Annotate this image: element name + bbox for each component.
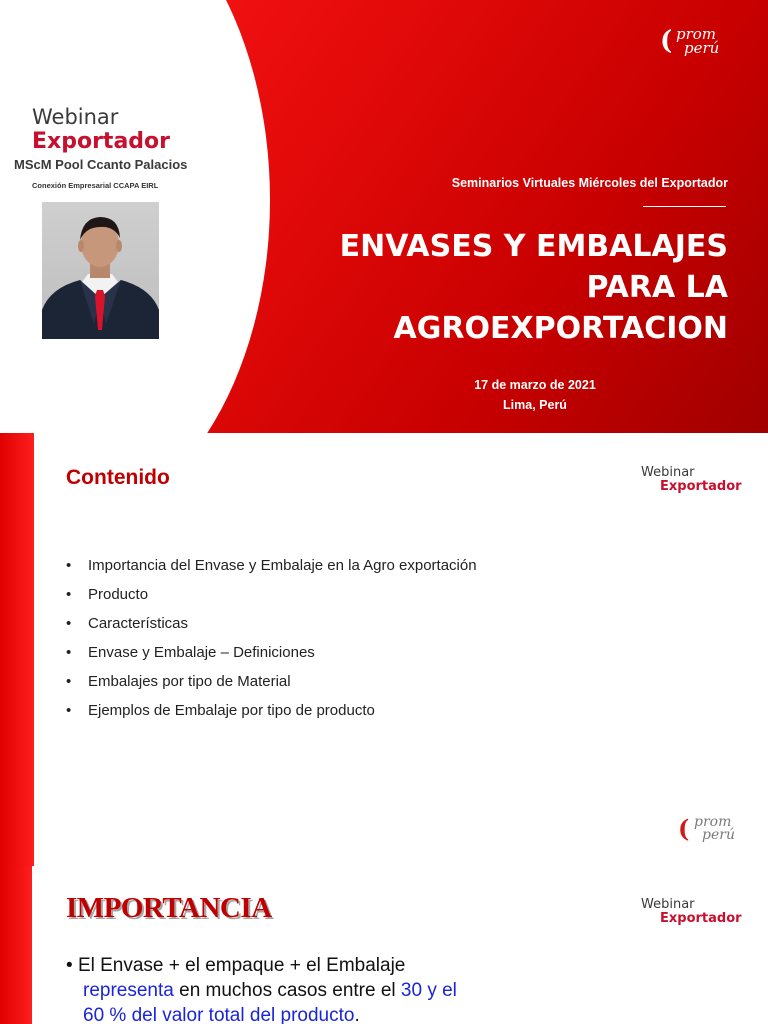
title-line: PARA LA: [586, 270, 728, 305]
bullet: •: [66, 702, 72, 719]
slide-heading: Contenido: [66, 466, 170, 489]
red-side-strip: [0, 866, 32, 1024]
promperu-mark-icon: (: [678, 814, 690, 843]
series-name: Seminarios Virtuales Miércoles del Exportador: [451, 176, 728, 190]
body-line: [66, 978, 536, 1003]
bullet: •: [66, 673, 72, 690]
list-item-text: Producto: [88, 586, 149, 603]
body-text: en muchos casos entre el: [173, 980, 401, 1001]
webinar-exportador-logo: [641, 898, 742, 925]
body-line: [66, 953, 536, 978]
list-item: [66, 673, 477, 702]
body-text: .: [354, 1005, 360, 1024]
list-item: [66, 702, 477, 731]
bullet: •: [66, 615, 72, 632]
list-item-text: Embalajes por tipo de Material: [88, 673, 291, 690]
presenter-name: MScM Pool Ccanto Palacios: [14, 157, 188, 172]
presenter-portrait: [42, 202, 159, 339]
title-slide: [0, 0, 768, 433]
brand-line2: perú: [702, 826, 735, 843]
divider: [643, 206, 726, 207]
title-line: AGROEXPORTACION: [393, 311, 728, 346]
logo-line1: Webinar: [32, 105, 119, 129]
logo-line2: Exportador: [660, 479, 742, 494]
list-item-text: Características: [88, 615, 189, 632]
promperu-logo: [678, 816, 735, 841]
bullet: •: [66, 557, 72, 574]
webinar-exportador-logo: [32, 107, 170, 153]
contents-slide: [0, 433, 768, 866]
presenter-company: Conexión Empresarial CCAPA EIRL: [32, 181, 159, 190]
event-place: Lima, Perú: [503, 398, 567, 412]
presentation-title: [308, 226, 728, 349]
body-text: El Envase + el empaque + el Embalaje: [77, 955, 406, 976]
slide-heading: IMPORTANCIA: [66, 892, 272, 924]
body-line: [66, 1003, 536, 1024]
body-paragraph: [66, 953, 536, 1024]
contents-list: [66, 557, 477, 731]
webinar-exportador-logo: [641, 466, 742, 493]
event-date: 17 de marzo de 2021: [474, 378, 596, 392]
bullet: •: [66, 644, 72, 661]
highlight-text: representa: [83, 980, 174, 1001]
logo-line2: Exportador: [660, 911, 742, 926]
bullet: •: [66, 955, 73, 976]
list-item-text: Envase y Embalaje – Definiciones: [88, 644, 315, 661]
importance-slide: [0, 866, 768, 1024]
list-item: [66, 644, 477, 673]
presenter-photo: [42, 202, 159, 339]
highlight-text: 60 % del valor total del producto: [83, 1005, 355, 1024]
brand-line1: prom: [694, 814, 732, 830]
list-item: [66, 615, 477, 644]
list-item-text: Importancia del Envase y Embalaje en la Agro exportación: [88, 557, 477, 574]
brand-line2: perú: [684, 38, 720, 57]
list-item: [66, 586, 477, 615]
brand-line1: prom: [676, 25, 717, 43]
logo-line1: Webinar: [641, 897, 695, 912]
highlight-text: 30 y el: [400, 980, 457, 1001]
logo-line2: Exportador: [32, 129, 171, 154]
title-line: ENVASES Y EMBALAJES: [339, 229, 728, 264]
bullet: •: [66, 586, 72, 603]
red-side-strip: [0, 433, 34, 866]
event-date-place: [400, 375, 670, 415]
logo-line1: Webinar: [641, 465, 695, 480]
promperu-mark-icon: (: [660, 26, 673, 56]
promperu-logo: [660, 25, 720, 57]
list-item: [66, 557, 477, 586]
list-item-text: Ejemplos de Embalaje por tipo de producto: [88, 702, 375, 719]
